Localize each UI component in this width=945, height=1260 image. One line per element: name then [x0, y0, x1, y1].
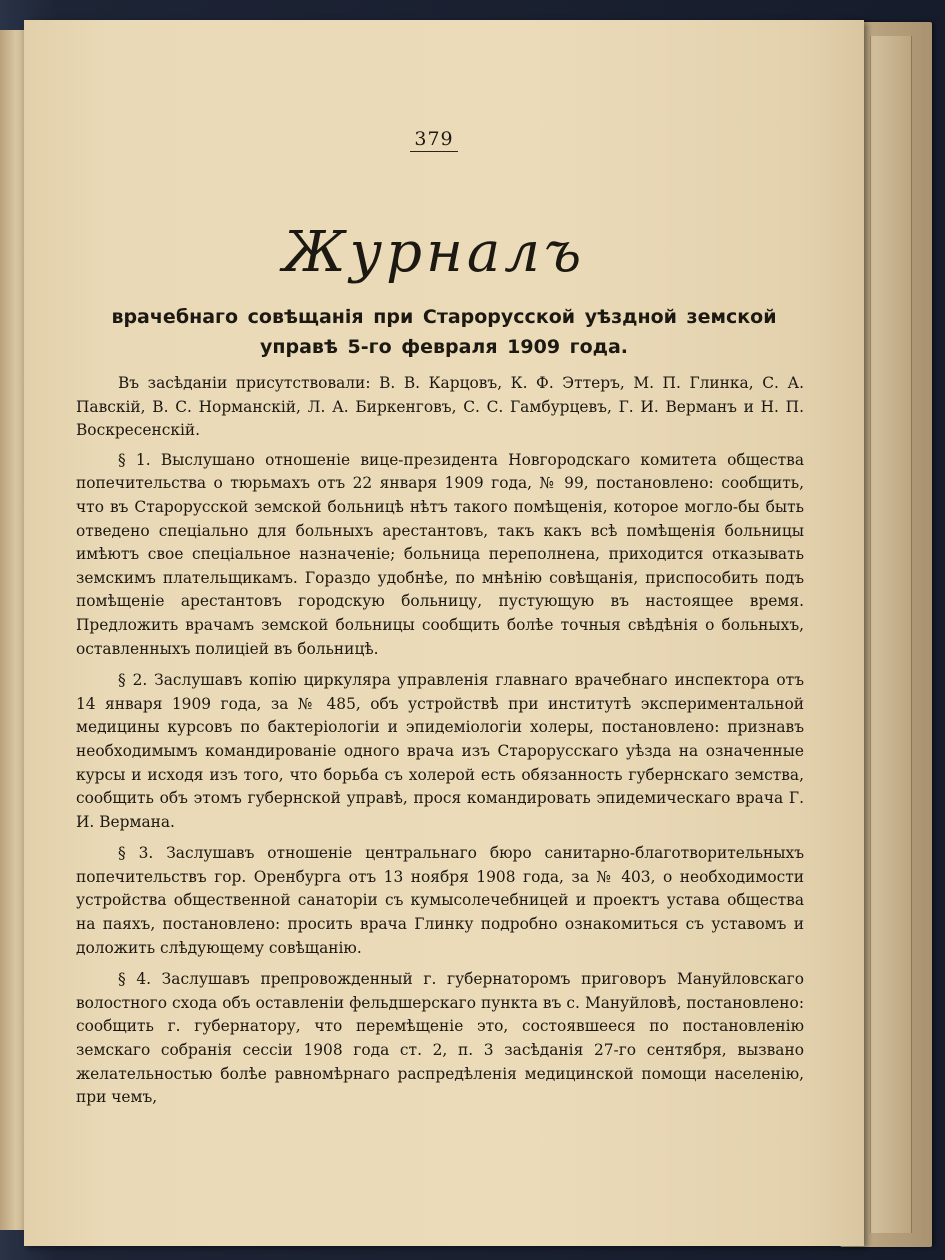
paragraph-attendees: Въ засѣданіи присутствовали: В. В. Карцовъ, К. Ф. Эттеръ, М. П. Глинка, С. А. Павскій, В. С. Норманскій, Л. А. Биркенговъ, С. С. Гамбурцевъ, Г. И. Верманъ и Н. П. Воскресенскій.	[76, 374, 804, 440]
document-body	[76, 372, 804, 1118]
paragraph-section-3: § 3. Заслушавъ отношеніе центральнаго бюро санитарно-благотворительныхъ попечительствъ гор. Оренбурга отъ 13 ноября 1908 года, за № 403, о необходимости устройства общественной санаторіи съ кумысолечебницей и проектъ устава общества на паяхъ, постановлено: просить врача Глинку подробно ознакомиться съ уставомъ и доложить слѣдующему совѣщанію.	[76, 844, 804, 957]
subtitle-line-2: управѣ 5-го февраля 1909 года.	[259, 336, 629, 358]
paragraph-section-1: § 1. Выслушано отношеніе вице-президента Новгородскаго комитета общества попечительства о тюрьмахъ отъ 22 января 1909 года, № 99, постановлено: сообщить, что въ Старорусской земской больницѣ нѣтъ такого помѣщенія, которое могло-бы быть отведено спеціально для больныхъ арестантовъ, такъ какъ всѣ помѣщенія больницы имѣютъ свое спеціальное назначеніе; больница переполнена, приходится отказывать земскимъ плательщикамъ. Гораздо удобнѣе, по мнѣнію совѣщанія, приспособить подъ помѣщеніе арестантовъ городскую больницу, пустующую въ настоящее время. Предложить врачамъ земской больницы сообщить болѣе точныя свѣдѣнія о больныхъ, оставленныхъ полиціей въ больницѣ.	[76, 450, 804, 658]
page-title: Журналъ	[282, 220, 586, 285]
page-subtitle	[64, 302, 824, 362]
book-binding-edge	[0, 30, 27, 1230]
page-number	[24, 128, 844, 150]
paragraph-section-2: § 2. Заслушавъ копію циркуляра управленія главнаго врачебнаго инспектора отъ 14 января 1909 года, за № 485, объ устройствѣ при институтѣ экспериментальной медицины курсовъ по бактеріологіи и эпидеміологіи холеры, постановлено: признавъ необходимымъ командированіе одного врача изъ Старорусскаго уѣзда на означенные курсы и исходя изъ того, что борьба съ холерой есть обязанность губернскаго земства, сообщить объ этомъ губернской управѣ, прося командировать эпидемическаго врача Г. И. Вермана.	[76, 671, 804, 831]
book-page	[24, 20, 864, 1246]
subtitle-line-1: врачебнаго совѣщанія при Старорусской уѣздной земской	[111, 306, 777, 328]
page-number-text: 379	[410, 128, 457, 152]
paragraph-section-4: § 4. Заслушавъ препровожденный г. губернаторомъ приговоръ Мануйловскаго волостного схода объ оставленіи фельдшерскаго пункта въ с. Мануйловѣ, постановлено: сообщить г. губернатору, что перемѣщеніе это, состоявшееся по постановленію земскаго собранія сессіи 1908 года ст. 2, п. 3 засѣданія 27-го сентября, вызвано желательностью болѣе равномѣрнаго распредѣленія медицинской помощи населенію, при чемъ,	[76, 970, 804, 1107]
